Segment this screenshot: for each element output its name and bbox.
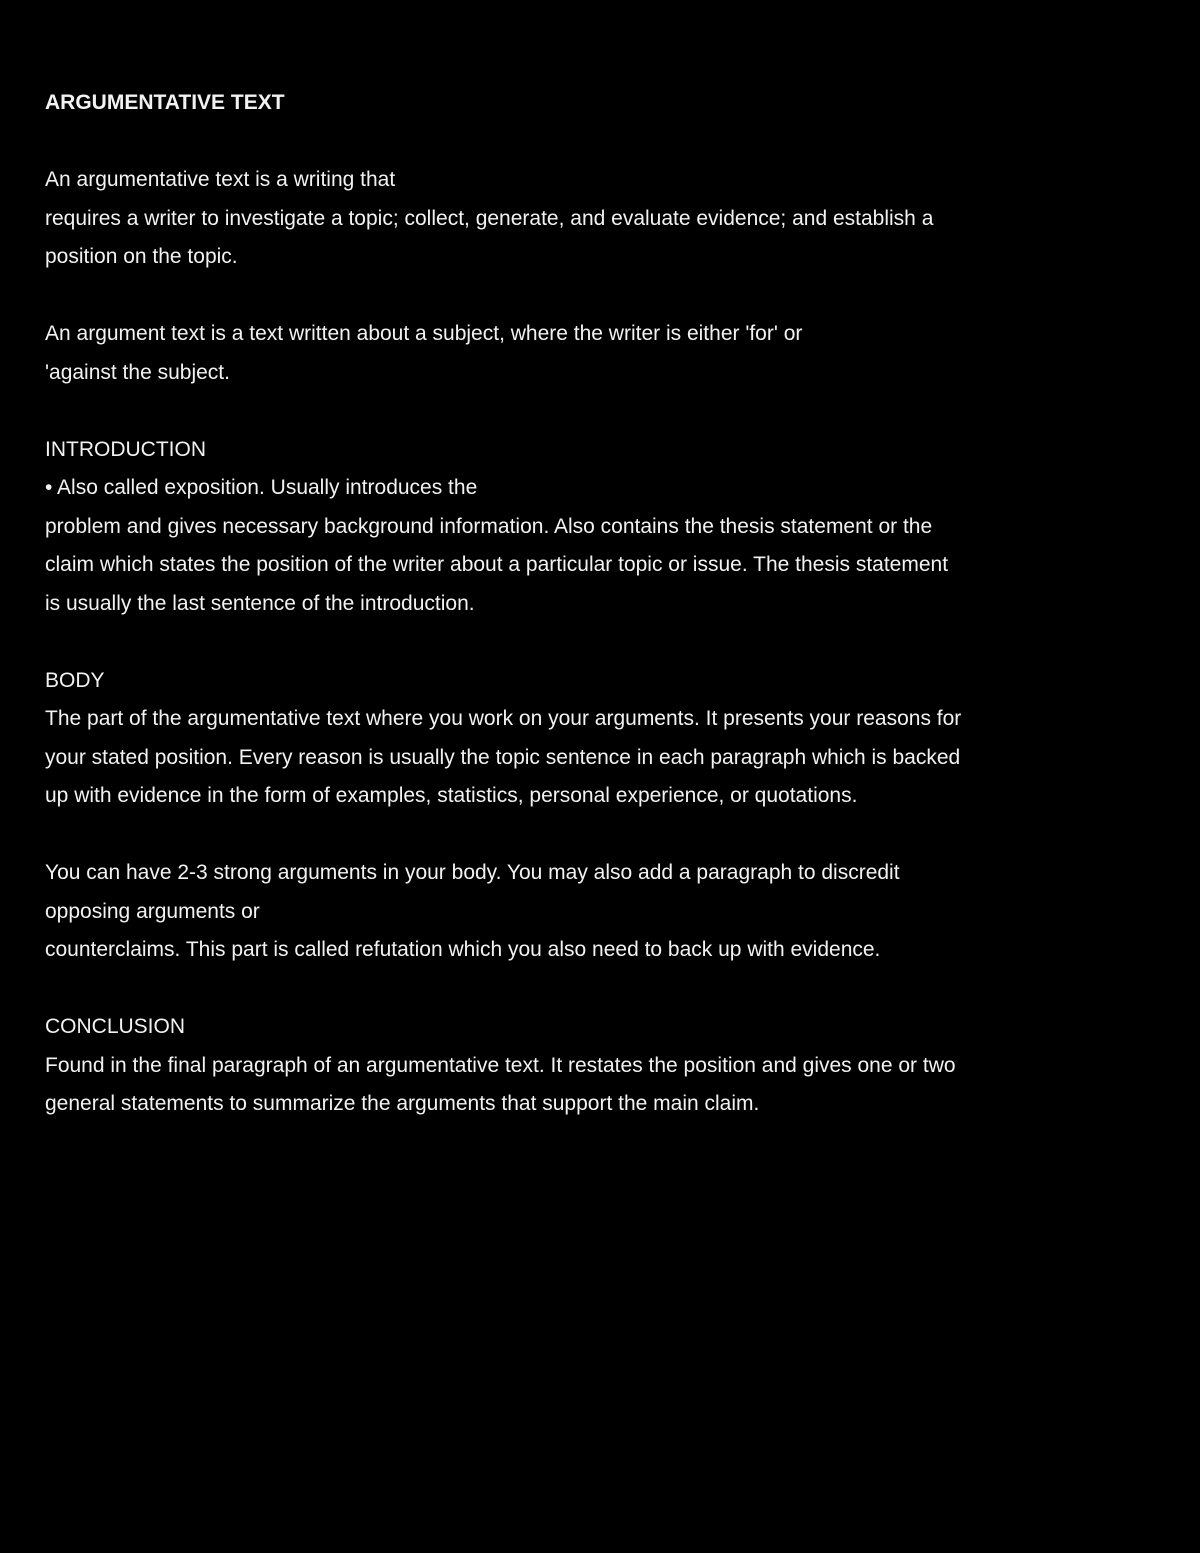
text-line: • Also called exposition. Usually introduces the (45, 476, 478, 499)
body-section (45, 662, 1155, 970)
spacer (45, 392, 1155, 431)
text-line: An argumentative text is a writing that (45, 168, 396, 191)
intro-paragraph-1 (45, 161, 1155, 277)
text-line: You can have 2-3 strong arguments in your body. You may also add a paragraph to discredit (45, 861, 900, 884)
document-title: ARGUMENTATIVE TEXT (45, 91, 285, 114)
text-line: is usually the last sentence of the introduction. (45, 591, 475, 615)
spacer (45, 277, 1155, 316)
spacer (45, 623, 1155, 662)
introduction-section (45, 431, 1155, 624)
section-heading: INTRODUCTION (45, 437, 206, 461)
text-line: requires a writer to investigate a topic; collect, generate, and evaluate evidence; and establish a (45, 206, 934, 230)
section-heading: CONCLUSION (45, 1015, 186, 1038)
spacer (45, 816, 1155, 855)
document-page (45, 84, 1155, 1124)
text-line: position on the topic. (45, 245, 238, 268)
intro-paragraph-2 (45, 315, 1155, 392)
text-line: An argument text is a text written about a subject, where the writer is either 'for' or (45, 322, 803, 345)
text-line: claim which states the position of the writer about a particular topic or issue. The thesis statement (45, 553, 949, 576)
text-line: problem and gives necessary background information. Also contains the thesis statement or the (45, 514, 933, 538)
spacer (45, 123, 1155, 162)
spacer (45, 970, 1155, 1009)
conclusion-section (45, 1008, 1155, 1124)
text-line: general statements to summarize the arguments that support the main claim. (45, 1092, 760, 1115)
text-line: The part of the argumentative text where you work on your arguments. It presents your reasons for (45, 707, 962, 730)
text-line: up with evidence in the form of examples, statistics, personal experience, or quotations. (45, 784, 858, 807)
text-line: opposing arguments or (45, 899, 260, 923)
text-line: your stated position. Every reason is usually the topic sentence in each paragraph which is backed (45, 745, 961, 769)
text-line: Found in the final paragraph of an argumentative text. It restates the position and gives one or two (45, 1053, 956, 1077)
section-heading: BODY (45, 668, 105, 692)
text-line: 'against the subject. (45, 360, 230, 384)
text-line: counterclaims. This part is called refutation which you also need to back up with evidence. (45, 938, 881, 961)
